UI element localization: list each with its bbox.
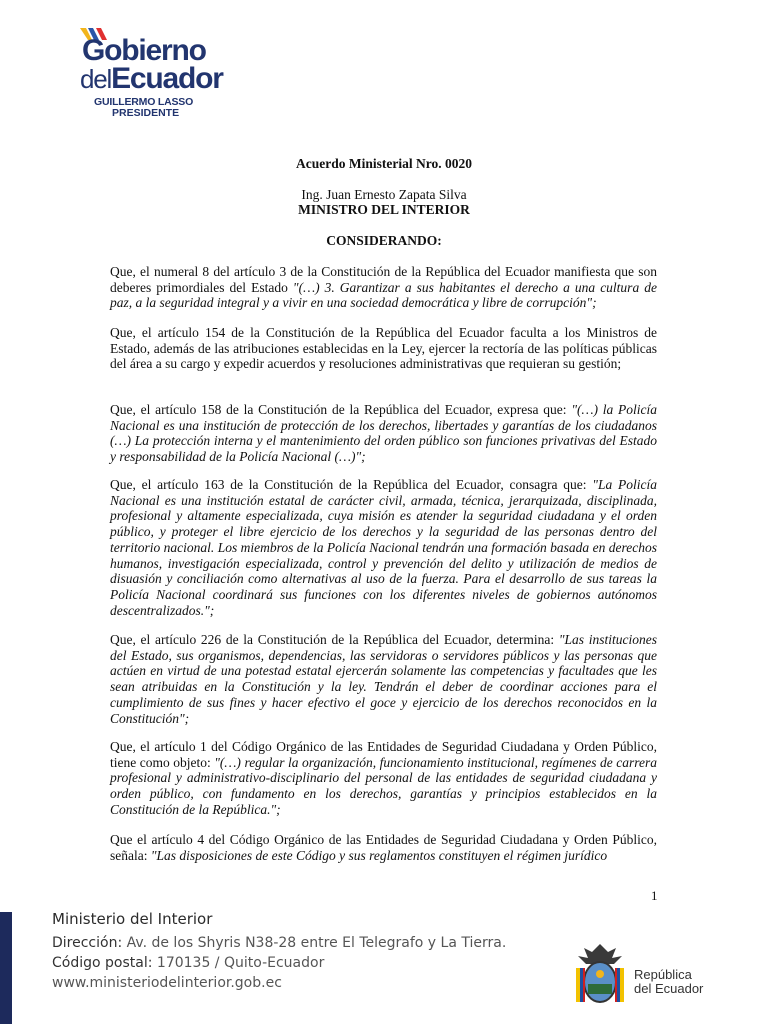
footer-accent-bar (0, 912, 12, 1024)
paragraph-text: Que, el numeral 8 del artículo 3 de la Constitución de la República del Ecuador manifiesta que son deberes primordiales del Estado (110, 264, 657, 295)
paragraph-3 (110, 402, 657, 465)
footer-postal-value: 170135 / Quito-Ecuador (156, 955, 325, 971)
paragraph-7 (110, 832, 657, 863)
page-number: 1 (651, 888, 658, 903)
logo-president-title: PRESIDENTE (112, 107, 180, 119)
republica-line2: del Ecuador (634, 981, 704, 996)
logo-president-name: GUILLERMO LASSO (94, 96, 194, 108)
gobierno-logo (74, 26, 224, 118)
paragraph-text: Que, el artículo 163 de la Constitución de la República del Ecuador, consagra que: (110, 477, 593, 492)
document-title: Acuerdo Ministerial Nro. 0020 (296, 156, 472, 171)
logo-line-ecuador (80, 64, 223, 94)
logo-line-gobierno: Gobierno (82, 34, 206, 67)
logo-del: del (80, 64, 112, 94)
paragraph-2 (110, 325, 657, 372)
paragraph-4 (110, 477, 657, 618)
paragraph-text: Que, el artículo 226 de la Constitución de la República del Ecuador, determina: (110, 632, 559, 647)
footer-address (52, 935, 506, 951)
paragraph-text: Que el artículo 4 del Código Orgánico de las Entidades de Seguridad Ciudadana y Orden Público, señala: (110, 832, 657, 863)
footer-postal-label: Código postal: (52, 955, 153, 971)
paragraph-6 (110, 739, 657, 818)
footer-address-value: Av. de los Shyris N38-28 entre El Telegrafo y La Tierra. (126, 935, 507, 951)
paragraph-1 (110, 264, 657, 311)
author-title: MINISTRO DEL INTERIOR (298, 202, 470, 217)
paragraph-quote: "La Policía Nacional es una institución estatal de carácter civil, armada, técnica, jerarquizada, disciplinada, profesional y altamente especializada, cuya misión es atender la seguridad ciudadana y el orden público, y proteger el libre ejercicio de los derechos y la seguridad de las personas dentro del territorio nacional. Los miembros de la Policía Nacional tendrán una formación basada en derechos humanos, investigación especializada, control y prevención del delito y utilización de medios de disuasión y conciliación como alternativas al uso de la fuerza. Para el desarrollo de sus tareas la Policía Nacional coordinará sus funciones con los diferentes niveles de gobiernos autónomos descentralizados."; (110, 477, 657, 618)
republica-line1: República (634, 967, 692, 982)
paragraph-quote: "Las disposiciones de este Código y sus reglamentos constituyen el régimen jurídico (150, 847, 608, 863)
author-name: Ing. Juan Ernesto Zapata Silva (301, 187, 467, 202)
paragraph-text: Que, el artículo 154 de la Constitución de la República del Ecuador faculta a los Ministros de Estado, además de las atribuciones establecidas en la Ley, ejercer la rectoría de las políticas públicas del área a su cargo y expedir acuerdos y resoluciones administrativas que requieran su gestión; (110, 325, 657, 372)
logo-ecuador: Ecuador (111, 62, 223, 95)
paragraph-text: Que, el artículo 158 de la Constitución de la República del Ecuador, expresa que: (110, 402, 572, 417)
paragraph-quote: "Las instituciones del Estado, sus organismos, dependencias, las servidoras o servidores públicos y las personas que actúen en virtud de una potestad estatal ejercerán solamente las competencias y facultades que les sean atribuidas en la Constitución y la ley. Tendrán el deber de coordinar acciones para el cumplimiento de sus fines y hacer efectivo el goce y ejercicio de los derechos reconocidos en la Constitución"; (110, 632, 657, 726)
footer-address-label: Dirección: (52, 935, 123, 951)
footer-ministry: Ministerio del Interior (52, 910, 213, 928)
republica-del-ecuador (634, 968, 703, 996)
paragraph-quote: "(…) la Policía Nacional es una institución de protección de los derechos, libertades y garantías de los ciudadanos (…) La protección interna y el mantenimiento del orden público son funciones privativas del Estado y responsabilidad de la Policía Nacional (…)"; (110, 402, 658, 465)
footer-website: www.ministeriodelinterior.gob.ec (52, 975, 282, 991)
paragraph-text: Que, el artículo 1 del Código Orgánico de las Entidades de Seguridad Ciudadana y Orden Público, tiene como objeto: (110, 739, 657, 770)
paragraph-quote: "(…) 3. Garantizar a sus habitantes el derecho a una cultura de paz, a la seguridad integral y a vivir en una sociedad democrática y libre de corrupción"; (110, 279, 657, 311)
section-heading: CONSIDERANDO: (326, 233, 442, 248)
paragraph-quote: "(…) regular la organización, funcionamiento institucional, regímenes de carrera profesional y administrativo-disciplinario del personal de las entidades de seguridad ciudadana y orden público, con fundamento en los derechos, garantías y principios establecidos en la Constitución de la República."; (110, 754, 657, 817)
paragraph-5 (110, 632, 657, 726)
coat-of-arms-icon (570, 940, 630, 1008)
footer-postal (52, 955, 324, 971)
